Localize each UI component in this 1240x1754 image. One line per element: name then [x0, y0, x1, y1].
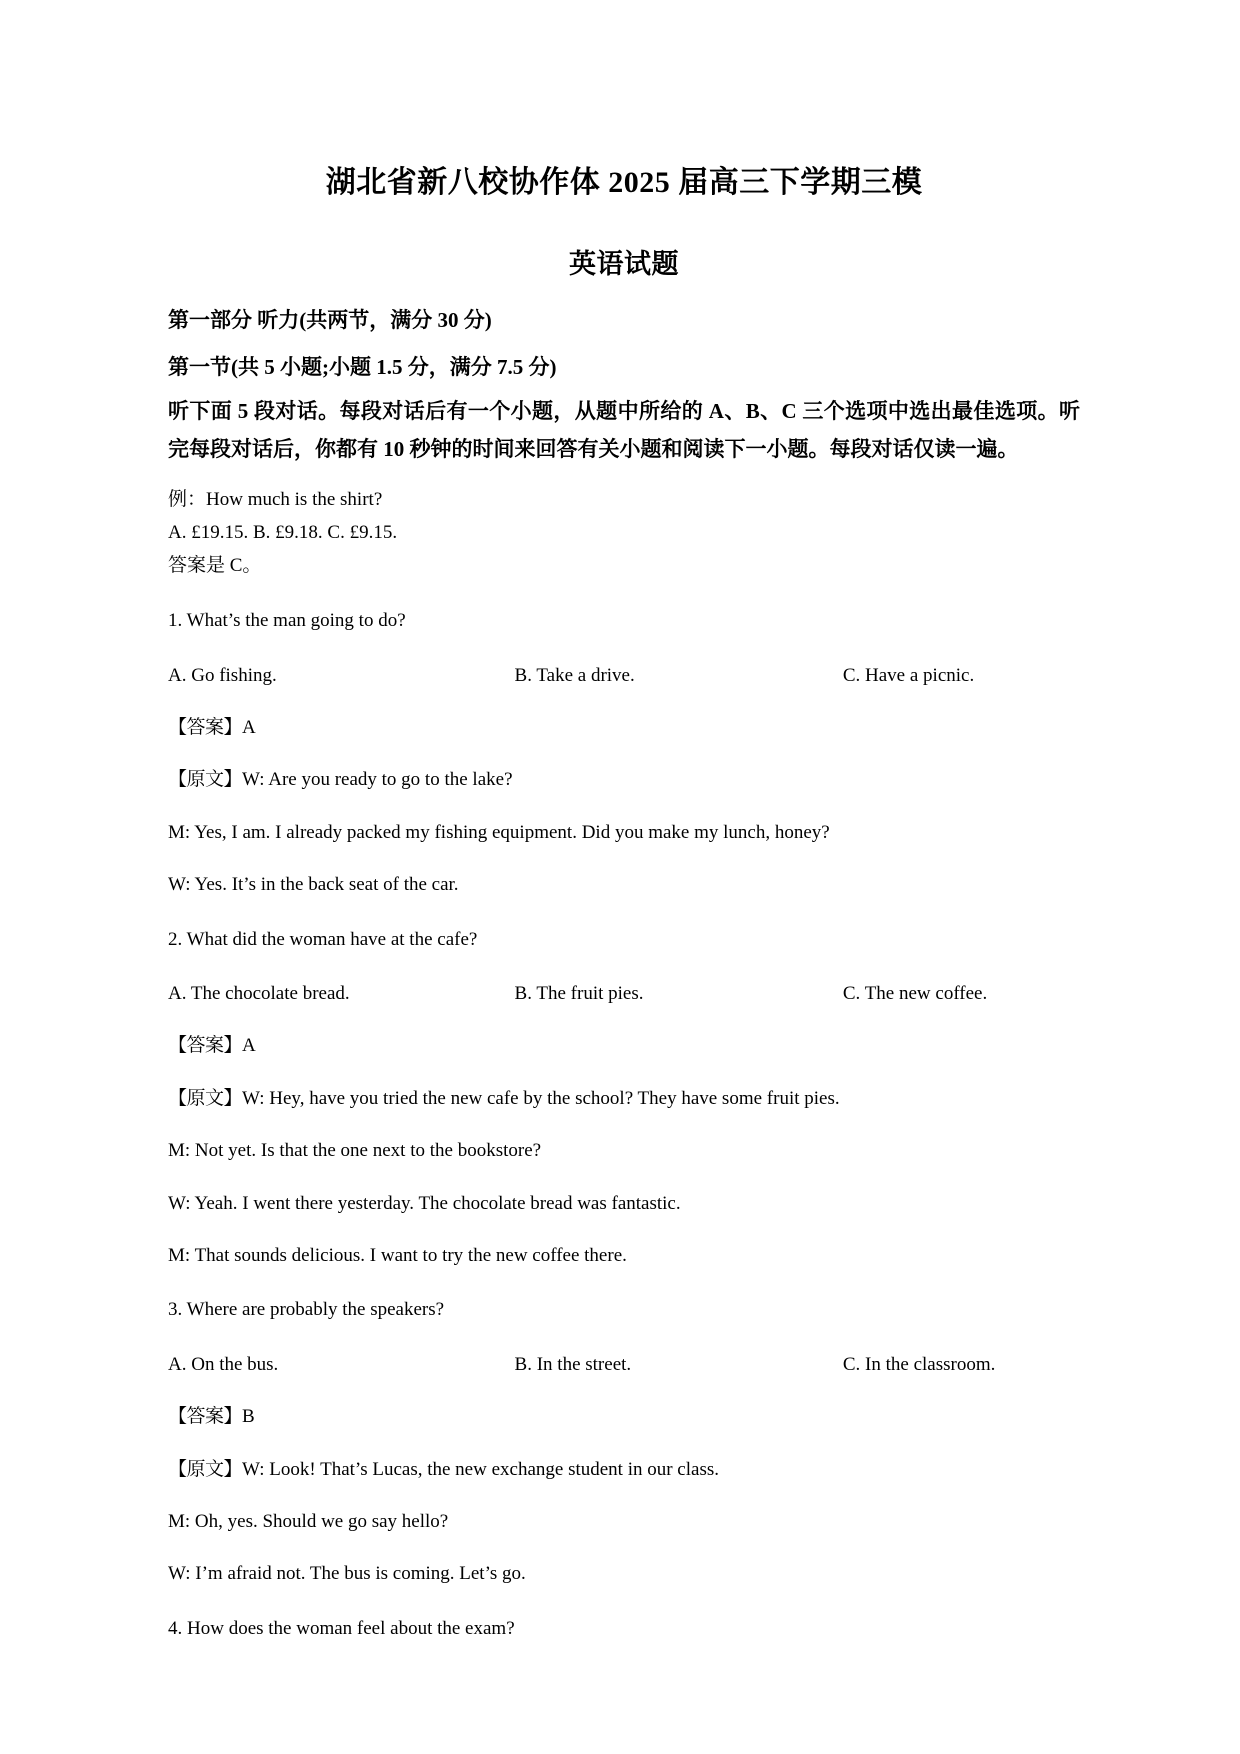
page-subtitle: 英语试题	[569, 249, 679, 279]
transcript-text: W: Look! That’s Lucas, the new exchange student in our class.	[242, 1458, 719, 1480]
answer-line	[168, 1402, 1080, 1432]
answer-value: B	[242, 1406, 255, 1428]
part-one-heading: 第一部分 听力(共两节，满分 30 分)	[168, 307, 492, 332]
question-stem: 3. Where are probably the speakers?	[168, 1299, 445, 1321]
listening-instructions: 听下面 5 段对话。每段对话后有一个小题，从题中所给的 A、B、C 三个选项中选出最佳选项。听完每段对话后，你都有 10 秒钟的时间来回答有关小题和阅读下一小题。每段对话仅读一遍。	[168, 398, 1080, 462]
question-stem: 1. What’s the man going to do?	[168, 610, 406, 632]
option-a[interactable]: A. Go fishing.	[168, 664, 277, 686]
transcript-line	[168, 1455, 1080, 1485]
transcript-tag: 【原文】	[168, 769, 243, 791]
option-c[interactable]: C. The new coffee.	[842, 982, 988, 1004]
answer-tag: 【答案】	[168, 1035, 243, 1057]
option-c[interactable]: C. In the classroom.	[842, 1353, 996, 1375]
transcript-tag: 【原文】	[168, 1458, 243, 1480]
transcript-line: M: Yes, I am. I already packed my fishing equipment. Did you make my lunch, honey?	[168, 821, 830, 843]
option-row	[168, 661, 1080, 691]
answer-line	[168, 713, 1080, 743]
transcript-tag: 【原文】	[168, 1087, 243, 1109]
transcript-line: W: Yes. It’s in the back seat of the car.	[168, 874, 459, 896]
transcript-line	[168, 765, 1080, 795]
option-c[interactable]: C. Have a picnic.	[842, 664, 975, 686]
example-answer: 答案是 C。	[168, 554, 262, 576]
option-row	[168, 979, 1080, 1009]
option-a[interactable]: A. The chocolate bread.	[168, 982, 350, 1004]
transcript-text: W: Hey, have you tried the new cafe by the school? They have some fruit pies.	[242, 1087, 840, 1109]
option-row	[168, 1350, 1080, 1380]
question-stem: 4. How does the woman feel about the exam?	[168, 1617, 515, 1639]
example-prompt: 例：How much is the shirt?	[168, 489, 383, 511]
option-a[interactable]: A. On the bus.	[168, 1353, 279, 1375]
example-options: A. £19.15. B. £9.18. C. £9.15.	[168, 521, 398, 543]
transcript-line: M: Oh, yes. Should we go say hello?	[168, 1510, 449, 1532]
page-title: 湖北省新八校协作体 2025 届高三下学期三模	[325, 166, 923, 199]
answer-value: A	[242, 1035, 256, 1057]
answer-line	[168, 1031, 1080, 1061]
transcript-line: M: Not yet. Is that the one next to the bookstore?	[168, 1140, 542, 1162]
option-b[interactable]: B. In the street.	[514, 1353, 632, 1375]
option-b[interactable]: B. Take a drive.	[514, 664, 635, 686]
option-b[interactable]: B. The fruit pies.	[514, 982, 644, 1004]
question-stem: 2. What did the woman have at the cafe?	[168, 928, 478, 950]
answer-tag: 【答案】	[168, 717, 243, 739]
transcript-text: W: Are you ready to go to the lake?	[242, 769, 513, 791]
section-one-heading: 第一节(共 5 小题;小题 1.5 分，满分 7.5 分)	[168, 354, 557, 379]
answer-value: A	[242, 717, 256, 739]
transcript-line	[168, 1084, 1080, 1114]
answer-tag: 【答案】	[168, 1406, 243, 1428]
transcript-line: M: That sounds delicious. I want to try the new coffee there.	[168, 1244, 627, 1266]
transcript-line: W: Yeah. I went there yesterday. The chocolate bread was fantastic.	[168, 1192, 681, 1214]
transcript-line: W: I’m afraid not. The bus is coming. Let’s go.	[168, 1563, 526, 1585]
